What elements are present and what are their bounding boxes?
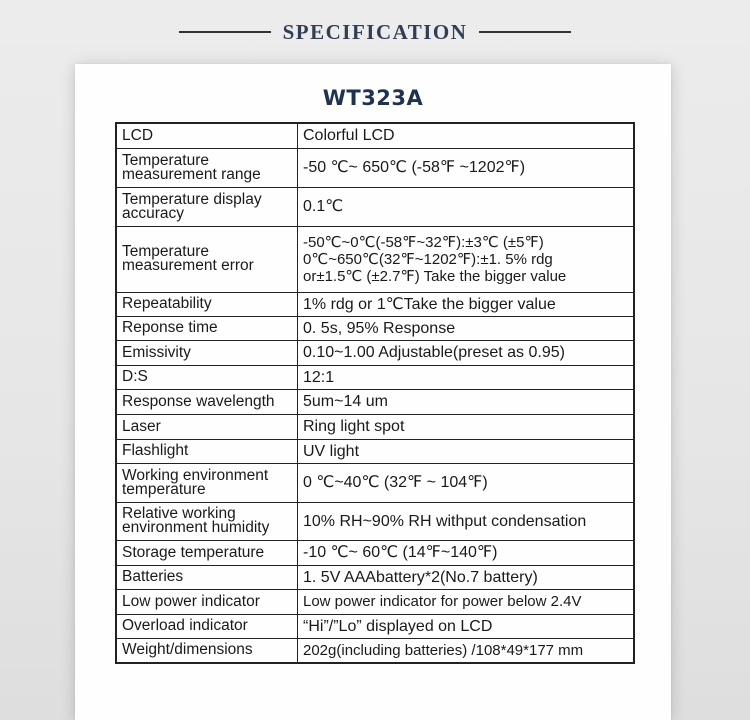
spec-row [116, 316, 634, 340]
spec-table-body [116, 123, 634, 663]
page-title: SPECIFICATION [282, 19, 468, 44]
spec-row [116, 292, 634, 316]
spec-value [298, 414, 635, 439]
spec-value-line: 1% rdg or 1℃Take the bigger value [303, 295, 556, 313]
spec-value-line: 0.10~1.00 Adjustable(preset as 0.95) [303, 344, 565, 361]
spec-row [116, 463, 634, 502]
spec-value [298, 565, 635, 589]
spec-value [298, 614, 635, 638]
spec-value [298, 502, 635, 540]
spec-value [298, 365, 635, 389]
spec-value [298, 589, 635, 614]
spec-value [298, 148, 635, 187]
spec-label: LCD [116, 123, 298, 148]
spec-row [116, 589, 634, 614]
spec-value-line: UV light [303, 442, 360, 460]
spec-label: Relative working environment humidity [116, 502, 298, 540]
spec-label: Response wavelength [116, 389, 298, 414]
spec-value-line: -10 ℃~ 60℃ (14℉~140℉) [303, 544, 498, 561]
spec-row [116, 502, 634, 540]
spec-row [116, 389, 634, 414]
spec-value-line: 0.1℃ [303, 198, 344, 215]
spec-value [298, 463, 635, 502]
product-model: WT323A [322, 86, 424, 110]
spec-header [0, 18, 750, 46]
spec-value [298, 439, 635, 463]
spec-row [116, 340, 634, 365]
spec-row [116, 365, 634, 389]
spec-label: Low power indicator [116, 589, 298, 614]
spec-value [298, 389, 635, 414]
spec-label: D:S [116, 365, 298, 389]
spec-value-line: 10% RH~90% RH withput condensation [303, 512, 587, 530]
spec-row [116, 540, 634, 565]
spec-value-line: -50℃~0℃(-58℉~32℉):±3℃ (±5℉) [303, 233, 544, 251]
spec-value [298, 226, 635, 292]
spec-row [116, 638, 634, 663]
spec-label: Storage temperature [116, 540, 298, 565]
spec-value-line: 202g(including batteries) /108*49*177 mm [303, 641, 584, 659]
spec-value-line: or±1.5℃ (±2.7℉) Take the bigger value [303, 267, 567, 285]
spec-value [298, 638, 635, 663]
spec-label: Temperature measurement error [116, 226, 298, 292]
spec-value [298, 123, 635, 148]
spec-label: Overload indicator [116, 614, 298, 638]
spec-value-line: 0 ℃~40℃ (32℉ ~ 104℉) [303, 474, 488, 491]
spec-value-line: 1. 5V AAAbattery*2(No.7 battery) [303, 568, 538, 586]
spec-row [116, 414, 634, 439]
spec-label: Flashlight [116, 439, 298, 463]
spec-value-line: Colorful LCD [303, 127, 395, 145]
spec-row [116, 614, 634, 638]
spec-row [116, 187, 634, 226]
spec-label: Temperature display accuracy [116, 187, 298, 226]
spec-value-line: -50 ℃~ 650℃ (-58℉ ~1202℉) [303, 159, 526, 176]
spec-card [75, 64, 671, 720]
spec-row [116, 148, 634, 187]
spec-value [298, 540, 635, 565]
spec-table [115, 122, 635, 664]
spec-label: Reponse time [116, 316, 298, 340]
header-right-rule [479, 31, 571, 33]
spec-label: Repeatability [116, 292, 298, 316]
spec-value-line: 12:1 [303, 368, 335, 386]
spec-value [298, 340, 635, 365]
spec-label: Laser [116, 414, 298, 439]
spec-label: Working environment temperature [116, 463, 298, 502]
spec-value-line: 5um~14 um [303, 393, 388, 410]
spec-value-line: Ring light spot [303, 418, 405, 435]
spec-label: Weight/dimensions [116, 638, 298, 663]
header-left-rule [179, 31, 271, 33]
spec-value [298, 292, 635, 316]
spec-label: Batteries [116, 565, 298, 589]
spec-row [116, 226, 634, 292]
spec-value [298, 316, 635, 340]
spec-value [298, 187, 635, 226]
spec-value-line: 0℃~650℃(32℉~1202℉):±1. 5% rdg [303, 250, 553, 268]
spec-label: Emissivity [116, 340, 298, 365]
spec-label: Temperature measurement range [116, 148, 298, 187]
spec-value-line: Low power indicator for power below 2.4V [303, 593, 582, 610]
spec-row [116, 565, 634, 589]
spec-value-line: “Hi”/”Lo” displayed on LCD [303, 617, 493, 635]
spec-row [116, 439, 634, 463]
spec-value-line: 0. 5s, 95% Response [303, 319, 456, 337]
spec-row [116, 123, 634, 148]
